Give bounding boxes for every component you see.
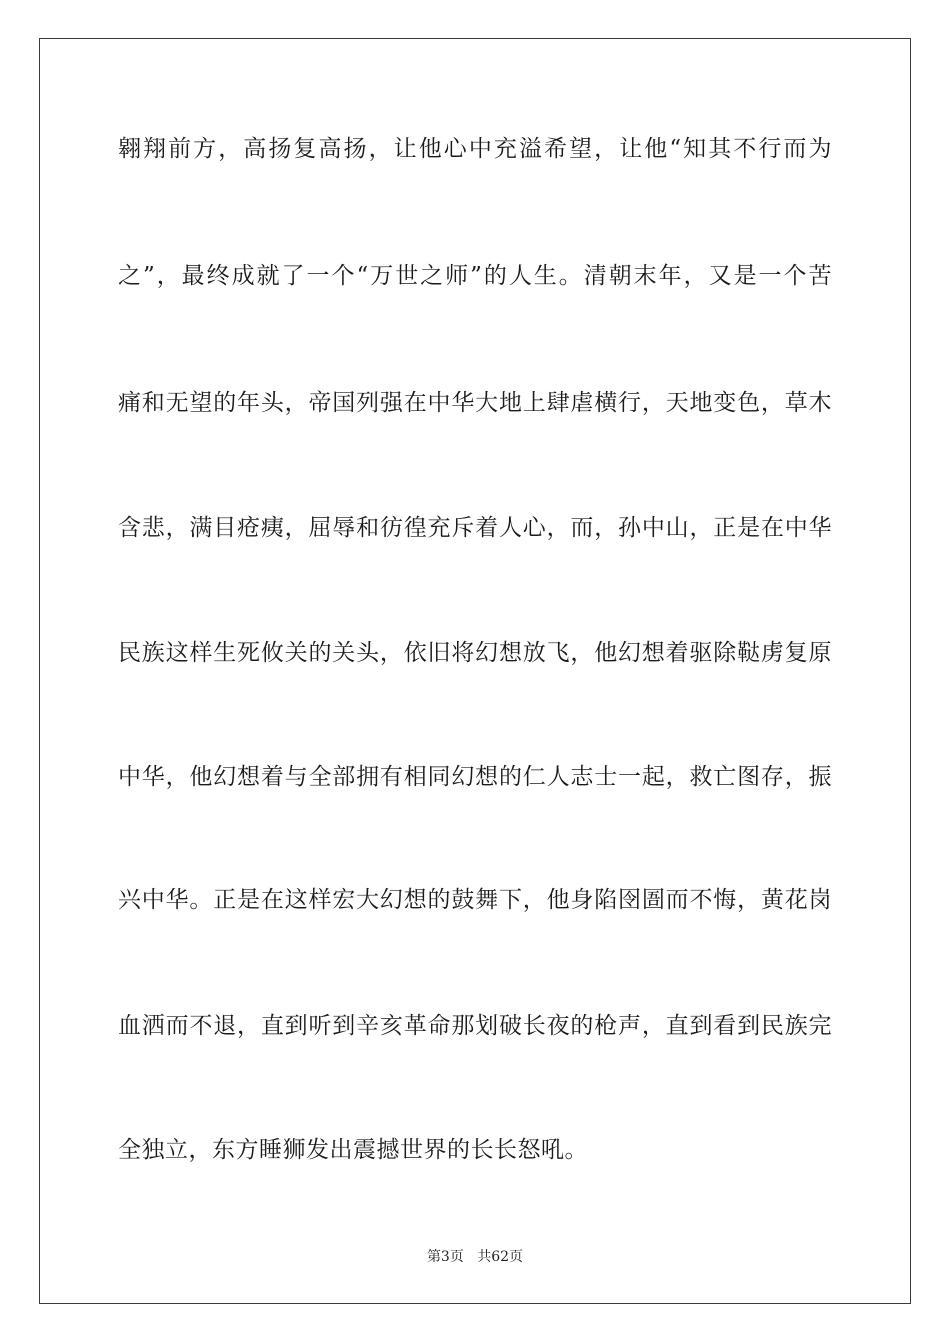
paragraph-line-6: 中华，他幻想着与全部拥有相同幻想的仁人志士一起，救亡图存，振: [118, 764, 832, 790]
paragraph-line-7: 兴中华。正是在这样宏大幻想的鼓舞下，他身陷囹圄而不悔，黄花岗: [118, 887, 832, 913]
page-footer: [0, 1247, 950, 1267]
paragraph-line-8: 血洒而不退，直到听到辛亥革命那划破长夜的枪声，直到看到民族完: [118, 1013, 832, 1039]
paragraph-line-3: 痛和无望的年头，帝国列强在中华大地上肆虐横行，天地变色，草木: [118, 390, 832, 416]
paragraph-line-1: 翱翔前方，高扬复高扬，让他心中充溢希望，让他“知其不行而为: [118, 136, 832, 162]
page-number: 第3页: [426, 1249, 464, 1265]
paragraph-line-5: 民族这样生死攸关的关头，依旧将幻想放飞，他幻想着驱除鞑虏复原: [118, 640, 832, 666]
page-border: [39, 38, 911, 1304]
total-pages: 共62页: [477, 1249, 524, 1265]
paragraph-line-9: 全独立，东方睡狮发出震撼世界的长长怒吼。: [118, 1137, 588, 1163]
paragraph-line-4: 含悲，满目疮痍，屈辱和彷徨充斥着人心，而，孙中山，正是在中华: [118, 515, 832, 541]
paragraph-line-2: 之”，最终成就了一个“万世之师”的人生。清朝末年，又是一个苦: [118, 263, 832, 289]
